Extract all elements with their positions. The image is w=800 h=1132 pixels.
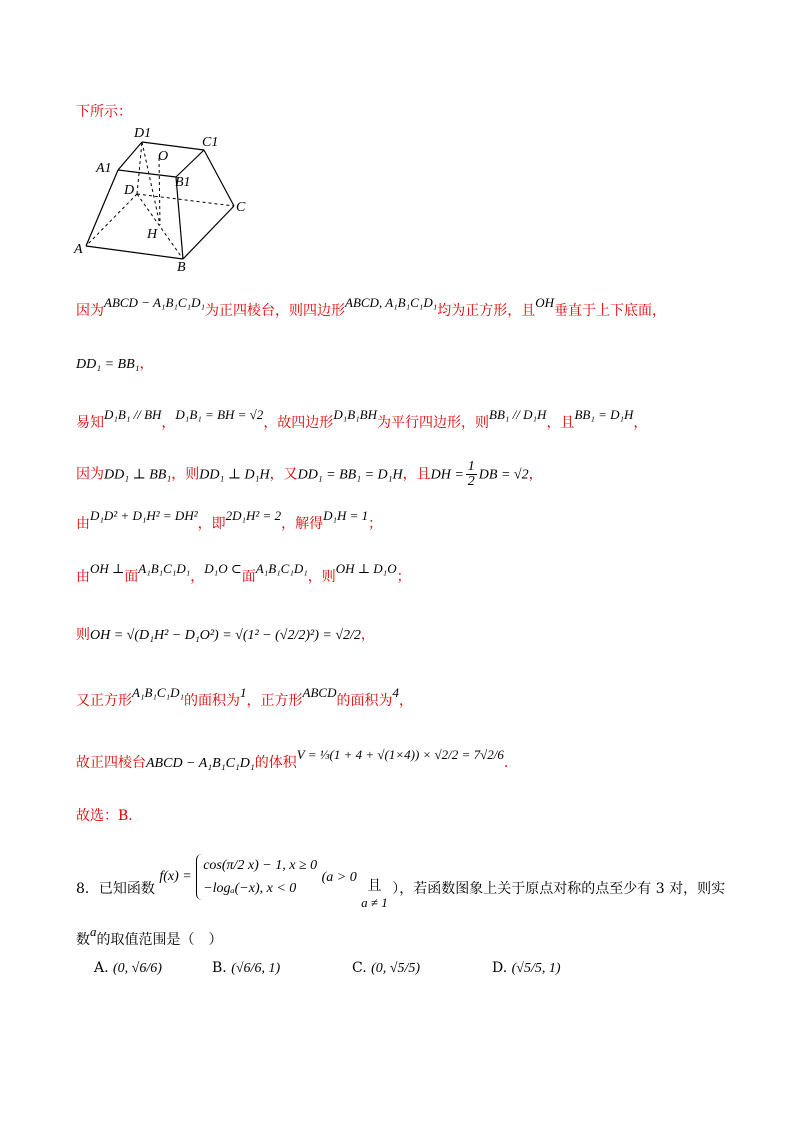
math: D₁D² + D₁H² = DH² xyxy=(90,508,198,523)
text: 的面积为 xyxy=(184,693,241,709)
option-label: D. xyxy=(492,960,508,976)
solution-line-5 xyxy=(76,508,383,533)
math: ABCD − A₁B₁C₁D₁ xyxy=(146,756,255,771)
text: ，且 xyxy=(546,415,575,431)
math: OH ⊥ xyxy=(90,561,125,576)
solution-line-1 xyxy=(76,295,667,320)
case-1: cos(π/2 x) − 1, x ≥ 0 xyxy=(203,858,318,873)
intro-text: 下所示： xyxy=(76,104,132,120)
option-b[interactable] xyxy=(212,960,280,977)
text: 为平行四边形，则 xyxy=(377,415,490,431)
label-D1: D1 xyxy=(134,126,152,141)
option-a[interactable] xyxy=(94,960,162,977)
text: 由 xyxy=(76,516,90,532)
label-C1: C1 xyxy=(202,135,219,150)
math: ABCD − A₁B₁C₁D₁ xyxy=(104,295,205,310)
label-A: A xyxy=(74,242,83,257)
math: D₁B₁ // BH xyxy=(104,407,162,422)
text: ； xyxy=(396,569,411,585)
option-label: B. xyxy=(212,960,227,976)
text: ， xyxy=(139,356,154,372)
math: OH xyxy=(535,295,555,310)
text: ， xyxy=(528,466,543,483)
label-H: H xyxy=(147,227,158,242)
math: ABCD xyxy=(302,685,337,700)
text: ，则 xyxy=(307,569,336,585)
option-label: C. xyxy=(352,960,367,976)
text: ，正方形 xyxy=(246,693,303,709)
text: 故正四棱台 xyxy=(76,755,146,771)
text: 的取值范围是（ ） xyxy=(96,932,223,948)
math: OH ⊥ D₁O xyxy=(335,561,397,576)
text: ， xyxy=(633,415,648,431)
fraction xyxy=(466,460,477,489)
text: 的面积为 xyxy=(336,693,393,709)
math: DD₁ ⊥ D₁H xyxy=(199,467,270,483)
question-8-line-1 xyxy=(76,858,726,912)
option-c[interactable] xyxy=(352,960,420,977)
text: 为正四棱台，则四边形 xyxy=(205,303,345,319)
math: DB = √2 xyxy=(478,467,529,483)
label-B: B xyxy=(177,260,186,272)
option-value: (0, √5/5) xyxy=(371,961,421,976)
text: ，故四边形 xyxy=(263,415,334,431)
math: DD₁ ⊥ BB₁ xyxy=(104,467,172,483)
math: V = ⅓(1 + 4 + √(1×4)) × √2/2 = 7√2/6 xyxy=(296,747,504,762)
text: ，解得 xyxy=(281,516,324,532)
solution-line-9 xyxy=(76,747,509,772)
solution-line-8 xyxy=(76,685,413,710)
math: 4 xyxy=(392,685,399,700)
text: ， xyxy=(398,693,413,709)
text: ），若函数图象上关于原点对称的点至少有 3 对，则实 xyxy=(392,881,726,897)
solution-line-6 xyxy=(76,561,411,586)
piecewise-function xyxy=(159,854,356,900)
math: 2D₁H² = 2 xyxy=(225,508,282,523)
math: A₁B₁C₁D₁ xyxy=(138,561,191,576)
text: 因为 xyxy=(76,466,104,483)
text: ， xyxy=(161,415,176,431)
option-value: (√5/5, 1) xyxy=(511,961,561,976)
math: BB₁ // D₁H xyxy=(489,407,547,422)
solution-line-7 xyxy=(76,624,375,644)
text: ，又 xyxy=(269,466,298,483)
text: 因为 xyxy=(76,303,104,319)
text: 且 xyxy=(367,878,382,894)
cases xyxy=(196,854,317,900)
text: 则 xyxy=(76,627,90,643)
denominator: 2 xyxy=(467,474,475,489)
math: OH = √(D₁H² − D₁O²) = √(1² − (√2/2)²) = √2/2 xyxy=(90,628,361,643)
answer-text: 故选：B. xyxy=(76,808,133,824)
math: a ≠ 1 xyxy=(361,895,388,910)
solution-line-2 xyxy=(76,353,154,373)
math: D₁O ⊂ xyxy=(204,561,242,576)
option-value: (0, √6/6) xyxy=(113,961,162,976)
math: 1 xyxy=(240,685,247,700)
text: ，则 xyxy=(171,466,200,483)
math: D₁H = 1 xyxy=(323,508,369,523)
label-C: C xyxy=(236,200,246,215)
math: DD₁ = BB₁ xyxy=(76,357,140,372)
text: 面 xyxy=(124,569,139,585)
text: 面 xyxy=(241,569,256,585)
option-label: A. xyxy=(94,960,109,976)
math: DH = xyxy=(430,467,464,483)
label-A1: A1 xyxy=(96,161,112,176)
text: 均为正方形，且 xyxy=(437,303,536,319)
text: 又正方形 xyxy=(76,693,132,709)
case-2: −logₐ(−x), x < 0 xyxy=(203,881,297,896)
math: ABCD, A₁B₁C₁D₁ xyxy=(345,295,438,310)
math-f-x: f(x) = xyxy=(159,869,192,884)
text: ，即 xyxy=(197,516,226,532)
condition: (a > 0 xyxy=(321,870,357,885)
question-8-line-2 xyxy=(76,924,223,949)
text: ； xyxy=(368,516,383,532)
label-D: D xyxy=(124,183,135,198)
text: 的体积 xyxy=(254,755,297,771)
math: A₁B₁C₁D₁ xyxy=(255,561,308,576)
option-d[interactable] xyxy=(492,960,561,977)
text: 易知 xyxy=(76,415,104,431)
condition-and xyxy=(361,875,388,911)
numerator: 1 xyxy=(467,459,475,474)
label-B1: B1 xyxy=(175,175,191,190)
text: ， xyxy=(190,569,205,585)
option-value: (√6/6, 1) xyxy=(231,961,281,976)
math: D₁B₁BH xyxy=(333,407,378,422)
text: . xyxy=(503,755,509,771)
text: 数 xyxy=(76,932,90,948)
text: ，且 xyxy=(402,466,431,483)
math: A₁B₁C₁D₁ xyxy=(132,685,185,700)
solution-line-3 xyxy=(76,407,648,432)
text: 8．已知函数 xyxy=(76,881,155,897)
math: D₁B₁ = BH = √2 xyxy=(175,407,264,422)
math: DD₁ = BB₁ = D₁H xyxy=(297,467,403,483)
text: ， xyxy=(360,627,375,643)
text: 由 xyxy=(76,569,90,585)
frustum-figure xyxy=(72,122,262,272)
math: BB₁ = D₁H xyxy=(574,407,634,422)
label-O: O xyxy=(158,149,169,164)
solution-line-4 xyxy=(76,460,543,489)
text: 垂直于上下底面， xyxy=(554,303,667,319)
math: a xyxy=(90,924,97,939)
